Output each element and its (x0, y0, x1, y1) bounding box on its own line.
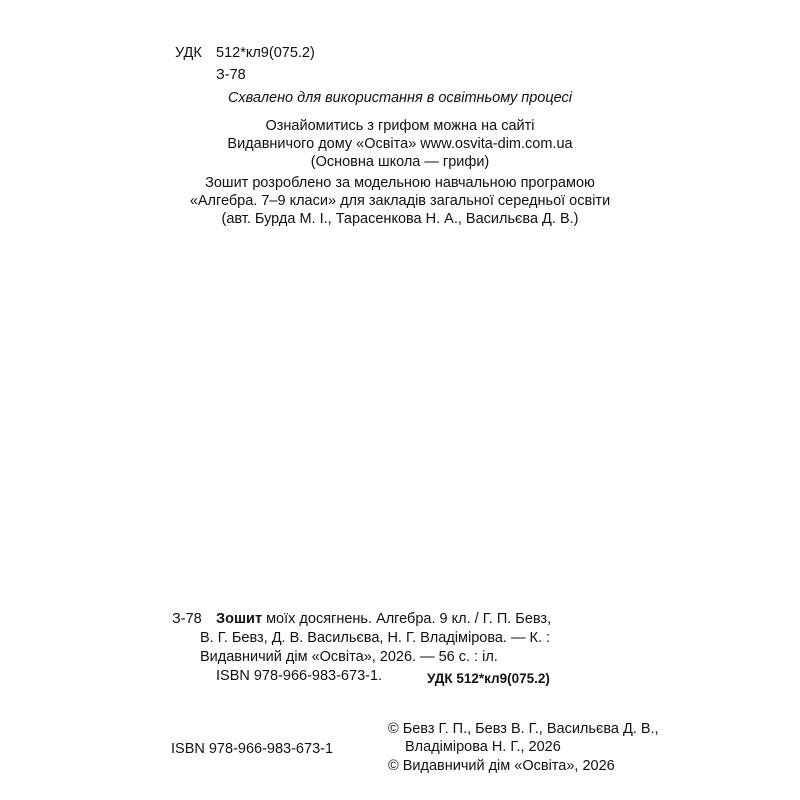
bib-line-1-rest: моїх досягнень. Алгебра. 9 кл. / Г. П. Бевз, (262, 611, 552, 627)
bib-line-2: В. Г. Бевз, Д. В. Васильєва, Н. Г. Владімірова. — К. : (200, 630, 551, 646)
program-info-line: «Алгебра. 7–9 класи» для закладів загальної середньої освіти (189, 193, 611, 209)
footer-isbn: ISBN 978-966-983-673-1 (171, 741, 334, 757)
stamp-info-line: Видавничого дому «Освіта» www.osvita-dim.com.ua (227, 136, 573, 152)
approval-note: Схвалено для використання в освітньому процесі (227, 90, 573, 106)
bib-index-code: З-78 (172, 611, 202, 627)
bib-udk: УДК 512*кл9(075.2) (427, 671, 550, 686)
bib-isbn: ISBN 978-966-983-673-1. (216, 668, 383, 684)
udk-code: 512*кл9(075.2) (216, 45, 315, 61)
copyright-publisher: © Видавничий дім «Освіта», 2026 (388, 758, 615, 774)
copyright-authors: © Бевз Г. П., Бевз В. Г., Васильєва Д. В., (388, 721, 659, 737)
program-info-line: Зошит розроблено за модельною навчальною програмою (205, 175, 595, 191)
bib-line-1 (216, 610, 551, 628)
index-code: З-78 (216, 67, 246, 83)
copyright-authors-cont: Владімірова Н. Г., 2026 (405, 739, 561, 755)
bib-line-3: Видавничий дім «Освіта», 2026. — 56 с. : іл. (200, 649, 498, 665)
udk-label: УДК (175, 45, 202, 61)
program-info-line: (авт. Бурда М. І., Тарасенкова Н. А., Васильєва Д. В.) (221, 211, 579, 227)
stamp-info-line: Ознайомитись з грифом можна на сайті (265, 118, 535, 134)
bib-title: Зошит (216, 611, 263, 627)
stamp-info-line: (Основна школа — грифи) (310, 154, 490, 170)
